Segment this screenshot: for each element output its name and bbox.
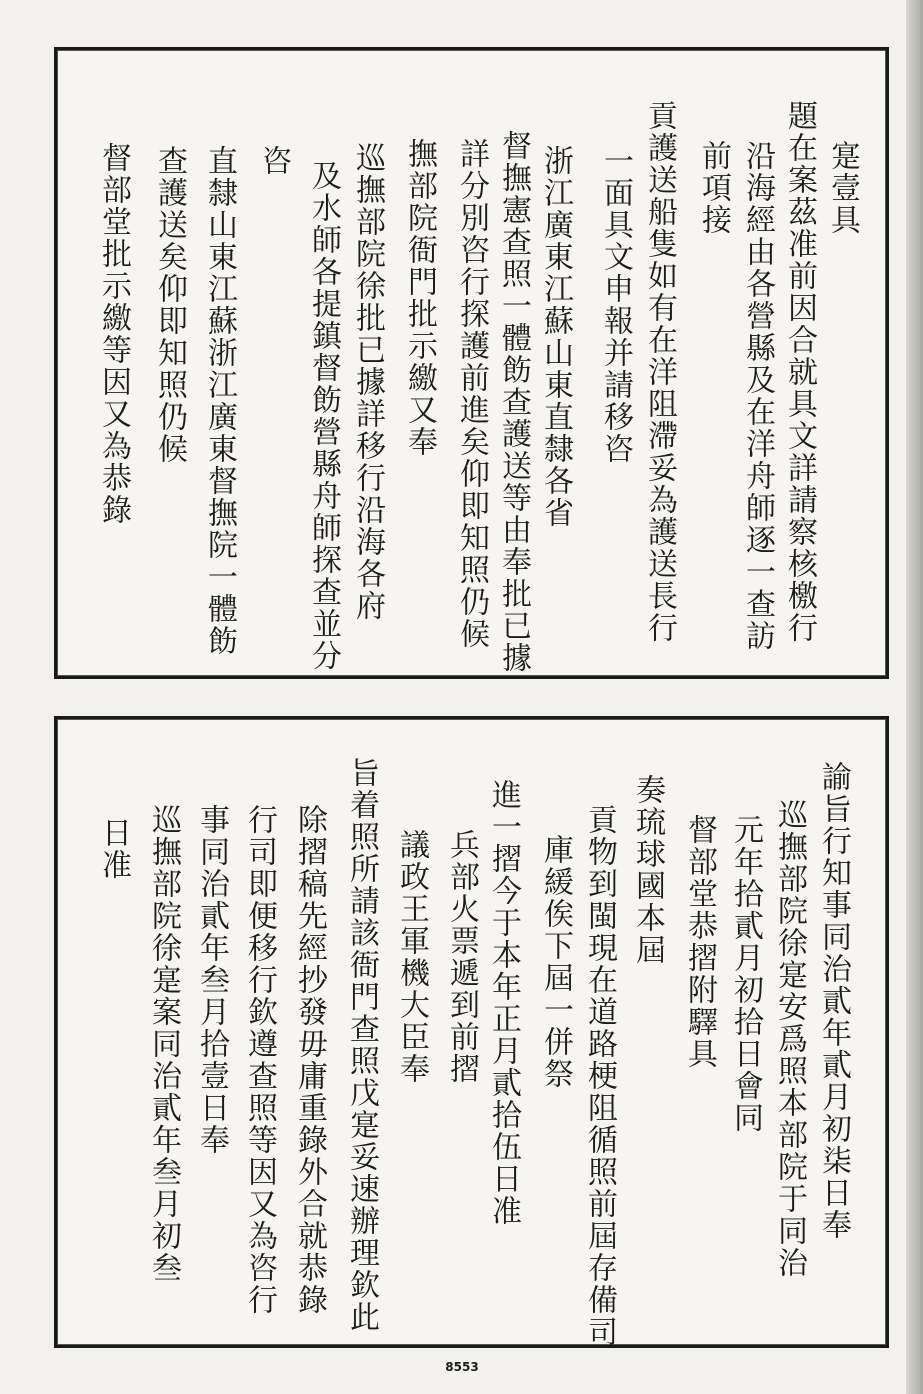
text-column: 直隸山東江蘇浙江廣東督撫院一體飭	[202, 145, 237, 657]
text-column: 事同治貳年叁月拾壹日奉	[194, 804, 229, 1156]
text-column: 元年拾貳月初拾日會同	[728, 814, 763, 1134]
text-column: 督撫憲查照一體飭查護送等由奉批已據	[496, 130, 531, 674]
text-column: 奏琉球國本屆	[630, 774, 665, 966]
text-column: 兵部火票遞到前摺	[444, 829, 479, 1085]
text-column: 沿海經由各營縣及在洋舟師逐一查訪	[740, 140, 775, 652]
text-column: 貢護送船隻如有在洋阻滯妥為護送長行	[642, 100, 677, 644]
text-column: 一面具文申報并請移咨	[598, 145, 633, 465]
top-manuscript-panel	[54, 47, 889, 679]
bottom-manuscript-panel	[54, 716, 889, 1348]
text-column: 庫緩俟下屆一併祭	[538, 834, 573, 1090]
text-column: 詳分別咨行探護前進矣仰即知照仍候	[454, 138, 489, 650]
text-column: 題在案茲准前因合就具文詳請察核檄行	[782, 100, 817, 644]
text-column: 貢物到閩現在道路梗阻循照前屆存備司	[582, 804, 617, 1348]
text-column: 旨着照所請該衙門查照戊寔妥速辦理欽此	[344, 757, 379, 1333]
text-column: 督部堂恭摺附驛具	[682, 814, 717, 1070]
text-column: 撫部院衙門批示繳又奉	[402, 138, 437, 458]
text-column: 巡撫部院徐寔案同治貳年叁月初叁	[146, 804, 181, 1284]
text-column: 進一摺今于本年正月貳拾伍日准	[486, 779, 521, 1227]
page-edge-shadow	[906, 0, 923, 1394]
text-column: 查護送矣仰即知照仍候	[152, 145, 187, 465]
text-column: 除摺稿先經抄發毋庸重錄外合就恭錄	[292, 804, 327, 1316]
text-column: 浙江廣東江蘇山東直隸各省	[538, 145, 573, 529]
text-column: 行司即便移行欽遵查照等因又為咨行	[242, 804, 277, 1316]
text-column: 諭旨行知事同治貳年貳月初柒日奉	[816, 761, 851, 1241]
text-column: 日准	[96, 817, 131, 881]
page-number: 8553	[445, 1360, 479, 1374]
text-column: 咨	[256, 145, 291, 177]
text-column: 巡撫部院徐批已據詳移行沿海各府	[350, 142, 385, 622]
text-column: 及水師各提鎮督飭營縣舟師探查並分	[306, 160, 341, 672]
text-column: 巡撫部院徐寔安爲照本部院于同治	[772, 799, 807, 1279]
text-column: 議政王軍機大臣奉	[394, 829, 429, 1085]
text-column: 前項接	[696, 140, 731, 236]
text-column: 督部堂批示繳等因又為恭錄	[96, 142, 131, 526]
text-column: 寔壹具	[825, 140, 860, 236]
